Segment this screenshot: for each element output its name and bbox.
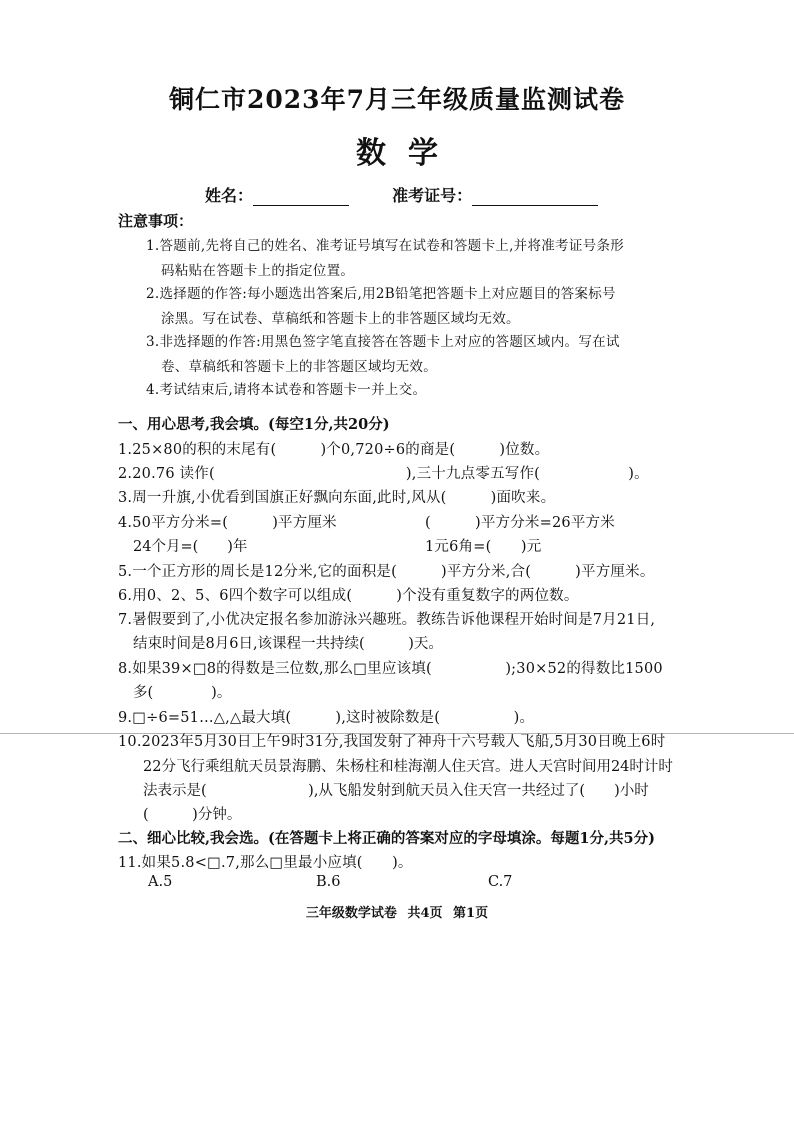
question-4-part-a: 4.50平方分米=( )平方厘米 bbox=[118, 515, 337, 531]
note-item: 3.非选择题的作答:用黑色签字笔直接答在答题卡上对应的答题区域内。写在试 卷、草稿纸和答题卡上的非答题区域均无效。 bbox=[146, 334, 620, 375]
question-4-part-c: 24个月=( )年 bbox=[133, 539, 248, 555]
question-5: 5.一个正方形的周长是12分米,它的面积是( )平方分米,合( )平方厘米。 bbox=[118, 564, 655, 580]
section-2-title: 二、细心比较,我会选。(在答题卡上将正确的答案对应的字母填涂。每题1分,共5分) bbox=[118, 830, 655, 847]
question-9: 9.□÷6=51…△,△最大填( ),这时被除数是( )。 bbox=[118, 710, 535, 726]
name-blank[interactable] bbox=[253, 187, 349, 206]
section-1-title: 一、用心思考,我会填。(每空1分,共20分) bbox=[118, 416, 390, 433]
question-10-line-3: 法表示是( ),从飞船发射到航天员入住天宫一共经过了( )小时 bbox=[143, 783, 649, 799]
question-11: 11.如果5.8<□.7,那么□里最小应填( )。 bbox=[118, 855, 413, 871]
question-11-option-c: C.7 bbox=[488, 874, 513, 890]
question-8-line-2: 多( )。 bbox=[133, 685, 232, 701]
note-item: 2.选择题的作答:每小题选出答案后,用2B铅笔把答题卡上对应题目的答案标号 涂黑。写在试卷、草稿纸和答题卡上的非答题区域均无效。 bbox=[146, 286, 616, 327]
subject-title: 数学 bbox=[356, 136, 460, 171]
question-7-line-1: 7.暑假要到了,小优决定报名参加游泳兴趣班。教练告诉他课程开始时间是7月21日, bbox=[118, 612, 656, 628]
question-8-line-1: 8.如果39×□8的得数是三位数,那么□里应该填( );30×52的得数比1500 bbox=[118, 661, 663, 677]
question-10-line-2: 22分飞行乘组航天员景海鹏、朱杨柱和桂海潮人住天宫。进人天宫时间用24时计时 bbox=[143, 759, 673, 775]
page-footer: 三年级数学试卷 共4页 第1页 bbox=[305, 906, 489, 921]
question-3: 3.周一升旗,小优看到国旗正好飘向东面,此时,风从( )面吹来。 bbox=[118, 490, 556, 506]
name-label: 姓名： bbox=[205, 186, 254, 205]
question-10-line-4: ( )分钟。 bbox=[143, 807, 242, 823]
question-6: 6.用0、2、5、6四个数字可以组成( )个没有重复数字的两位数。 bbox=[118, 588, 579, 604]
question-4-part-b: ( )平方分米=26平方米 bbox=[425, 515, 615, 531]
notes-title: 注意事项： bbox=[118, 212, 194, 230]
exam-id-blank[interactable] bbox=[472, 187, 598, 206]
question-1: 1.25×80的积的末尾有( )个0,720÷6的商是( )位数。 bbox=[118, 442, 550, 458]
question-11-option-b: B.6 bbox=[316, 874, 341, 890]
candidate-fields bbox=[205, 183, 598, 206]
note-item: 4.考试结束后,请将本试卷和答题卡一并上交。 bbox=[146, 382, 427, 398]
question-7-line-2: 结束时间是8月6日,该课程一共持续( )天。 bbox=[133, 636, 443, 652]
exam-title: 铜仁市2023年7月三年级质量监测试卷 bbox=[169, 85, 625, 114]
note-item: 1.答题前,先将自己的姓名、准考证号填写在试卷和答题卡上,并将准考证号条形 码粘贴在答题卡上的指定位置。 bbox=[146, 238, 625, 279]
question-4-part-d: 1元6角=( )元 bbox=[425, 539, 542, 555]
exam-id-label: 准考证号： bbox=[392, 186, 473, 205]
question-11-option-a: A.5 bbox=[148, 874, 173, 890]
question-10-line-1: 10.2023年5月30日上午9时31分,我国发射了神舟十六号载人飞船,5月30日晚上6时 bbox=[118, 734, 666, 750]
question-2: 2.20.76 读作( ),三十九点零五写作( )。 bbox=[118, 466, 649, 482]
